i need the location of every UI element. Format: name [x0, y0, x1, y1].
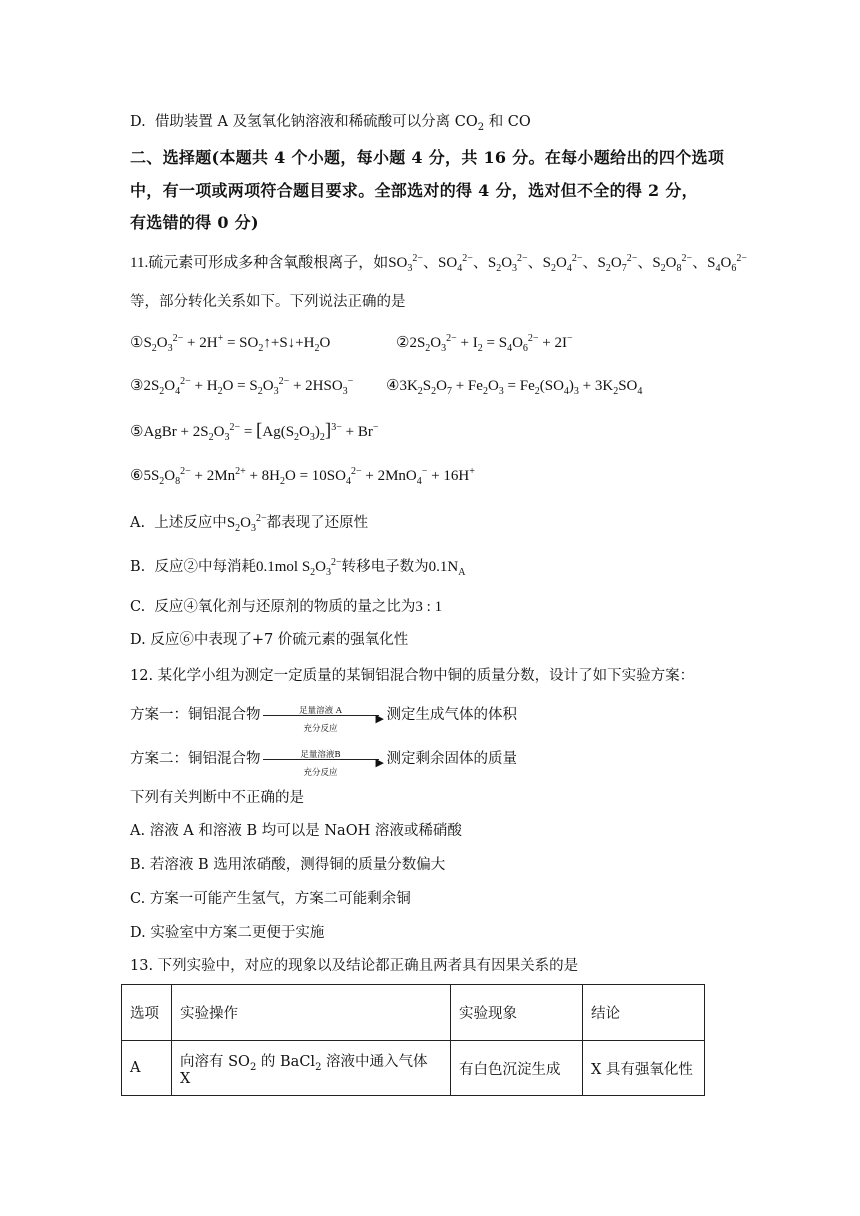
q12-plan-1	[130, 704, 517, 734]
plan1-label: 方案一：铜铝混合物	[130, 707, 261, 723]
reaction-2: $②2S_2O_3^{2-} + I_2 = S_4O_6^{2-} + 2I^-$	[396, 333, 573, 354]
q12-option-c: C. 方案一可能产生氢气，方案二可能剩余铜	[130, 891, 411, 907]
q11-stem-cont: 等，部分转化关系如下。下列说法正确的是	[130, 294, 406, 310]
plan1-arrow-top: 足量溶液 A	[299, 706, 342, 716]
q12-option-d: D. 实验室中方案二更便于实施	[130, 925, 325, 941]
section-heading-line1: 二、选择题(本题共 4 个小题，每小题 4 分，共 16 分。在每小题给出的四个选项	[130, 148, 725, 167]
plan2-result: 测定剩余固体的质量	[386, 751, 517, 767]
q13-table	[121, 984, 705, 1096]
plan2-label: 方案二：铜铝混合物	[130, 751, 261, 767]
q11-option-c: C. 反应④氧化剂与还原剂的物质的量之比为3 : 1	[130, 599, 443, 615]
table-header-row	[122, 985, 705, 1041]
row-a-option: A	[122, 1041, 172, 1096]
q12-option-a: A. 溶液 A 和溶液 B 均可以是 NaOH 溶液或稀硝酸	[130, 823, 462, 839]
q11-option-a: A. 上述反应中$S_2O_3^{2-}$都表现了还原性	[130, 513, 369, 534]
plan1-arrow-bottom: 充分反应	[303, 724, 338, 734]
header-operation: 实验操作	[172, 985, 451, 1041]
plan1-result: 测定生成气体的体积	[386, 707, 517, 723]
reaction-1: $①S_2O_3^{2-} + 2H^+$ = $SO_2↑+S↓+H_2O$	[130, 333, 331, 354]
row-a-conclusion: X 具有强氧化性	[583, 1041, 705, 1096]
header-conclusion: 结论	[583, 985, 705, 1041]
header-phenomenon: 实验现象	[451, 985, 583, 1041]
reaction-6: $⑥5S_2O_8^{2-} + 2Mn^{2+} + 8H_2O = 10SO_4^{2-} + 2MnO_4^- + 16H^+$	[130, 466, 475, 487]
q12-question: 下列有关判断中不正确的是	[130, 790, 304, 806]
row-a-operation: 向溶有 $SO_2$ 的 BaCl$_2$ 溶液中通入气体 X	[172, 1041, 451, 1096]
plan1-arrow: 足量溶液 A ▶ 充分反应	[261, 704, 387, 726]
reaction-3: $③2S_2O_4^{2-} + H_2O = S_2O_3^{2-} + 2HSO_3^-$	[130, 376, 354, 397]
reaction-4: $④3K_2S_2O_7 + Fe_2O_3 = Fe_2(SO_4)_3 + 3K_2SO_4$	[386, 378, 643, 397]
q10-option-d: D. 借助装置 A 及氢氧化钠溶液和稀硫酸可以分离 $CO_2$ 和 CO	[130, 114, 531, 133]
q11-stem: 11.硫元素可形成多种含氧酸根离子，如$SO_3^{2-}$、$SO_4^{2-}$、$S_2O_3^{2-}$、$S_2O_4^{2-}$、$S_2O_7^{2-}$、$S_2O_8^{2-}$、$S_4O_6^{2-}$	[130, 253, 747, 274]
plan2-arrow-bottom: 充分反应	[303, 768, 338, 778]
plan2-arrow-top: 足量溶液B	[300, 750, 341, 760]
section-heading-line3: 有选错的得 0 分)	[130, 213, 259, 232]
row-a-phenomenon: 有白色沉淀生成	[451, 1041, 583, 1096]
table-row	[122, 1041, 705, 1096]
plan2-arrow: 足量溶液B ▶ 充分反应	[261, 748, 387, 770]
q12-plan-2	[130, 748, 517, 778]
q12-stem: 12. 某化学小组为测定一定质量的某铜铝混合物中铜的质量分数，设计了如下实验方案：	[130, 668, 695, 684]
q11-option-b: B. 反应②中每消耗0.1mol $S_2O_3^{2-}$转移电子数为$0.1N_A$	[130, 557, 466, 578]
q12-option-b: B. 若溶液 B 选用浓硝酸，测得铜的质量分数偏大	[130, 857, 446, 873]
section-heading-line2: 中，有一项或两项符合题目要求。全部选对的得 4 分，选对但不全的得 2 分，	[130, 181, 698, 200]
reaction-5: ⑤AgBr + $2S_2O_3^{2-} = [Ag(S_2O_3)_2]^{3-} + Br^-$	[130, 420, 379, 443]
q11-option-d: D. 反应⑥中表现了+7 价硫元素的强氧化性	[130, 632, 409, 648]
header-option: 选项	[122, 985, 172, 1041]
q13-stem: 13. 下列实验中，对应的现象以及结论都正确且两者具有因果关系的是	[130, 958, 579, 974]
